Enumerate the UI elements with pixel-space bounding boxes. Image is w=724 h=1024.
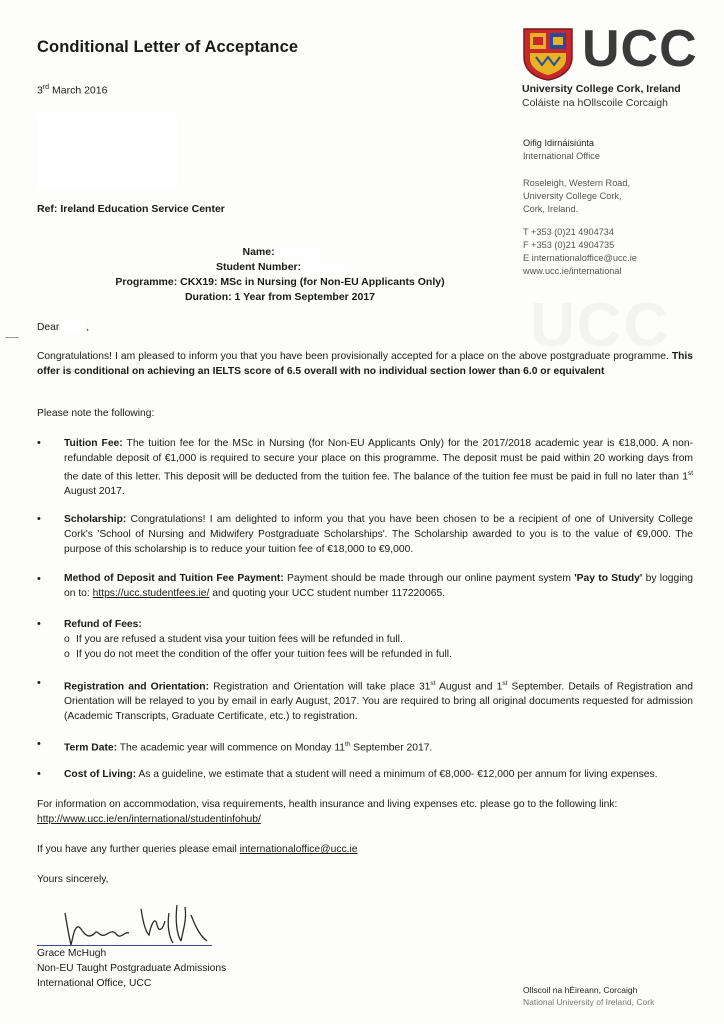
tuition-fee-item: Tuition Fee: The tuition fee for the MSc in Nursing (for Non-EU Applicants Only) for the 2017/2018 academic year is €18,000. A non-refundable deposit of €1,000 is required to secure your place on this programme. The deposit must be paid within 20 working days from the date of this letter. This deposit will be deducted from the tuition fee. The balance of the tuition fee must be paid in full no later than 1st August 2017.	[64, 438, 693, 498]
registration-item: Registration and Orientation: Registration and Orientation will take place 31st August and 1st September. Details of Registration and Orientation will be relayed to you by email in early August, 2017. You are required to bring all original documents requested for admission (Academic Transcripts, Graduate Certificate, etc.) to registration.	[64, 680, 693, 723]
office-address-line-1: Roseleigh, Western Road,	[523, 178, 631, 188]
footer-irish: Ollscoil na hÉireann, Corcaigh	[523, 985, 638, 995]
office-address-line-3: Cork, Ireland.	[523, 204, 579, 214]
office-email: E internationaloffice@ucc.ie	[523, 253, 637, 263]
bullet-icon: •	[37, 573, 41, 585]
signatory-name: Grace McHugh	[37, 948, 107, 959]
ucc-logo	[522, 20, 702, 112]
cost-of-living-item: Cost of Living: As a guideline, we estimate that a student will need a minimum of €8,000- €12,000 per annum for living expenses.	[64, 769, 658, 780]
margin-fold-mark	[5, 337, 19, 338]
redacted-address	[37, 113, 177, 189]
studentinfohub-link[interactable]: http://www.ucc.ie/en/international/studentinfohub/	[37, 814, 261, 825]
refund-sub-item-1: o If you are refused a student visa your tuition fees will be refunded in full.	[64, 634, 403, 645]
bullet-icon: •	[37, 738, 41, 750]
bullet-icon: •	[37, 513, 41, 525]
international-office-email-link[interactable]: internationaloffice@ucc.ie	[239, 844, 358, 855]
info-paragraph: For information on accommodation, visa requirements, health insurance and living expenses etc. please go to the following link: http://www.ucc.ie/en/international/studentinfohub/	[37, 799, 618, 825]
studentfees-link[interactable]: https://ucc.studentfees.ie/	[92, 588, 210, 599]
signatory-role: Non-EU Taught Postgraduate Admissions	[37, 963, 227, 974]
note-line: Please note the following:	[37, 408, 155, 419]
bullet-icon: •	[37, 677, 41, 689]
footer-english: National University of Ireland, Cork	[523, 997, 655, 1007]
term-date-item: Term Date: The academic year will commence on Monday 11th September 2017.	[64, 741, 433, 754]
circle-bullet-icon: o	[64, 634, 70, 645]
bullet-icon: •	[37, 768, 41, 780]
bullet-icon: •	[37, 618, 41, 630]
letter-date: 3rd March 2016	[37, 84, 108, 97]
refund-item-title: Refund of Fees:	[64, 619, 142, 630]
student-number-row: Student Number:	[0, 261, 560, 273]
bullet-icon: •	[37, 437, 41, 449]
circle-bullet-icon: o	[64, 649, 70, 660]
office-fax: F +353 (0)21 4904735	[523, 240, 615, 250]
student-name-row: Name:	[0, 246, 560, 258]
ucc-watermark: UCC	[530, 291, 671, 360]
queries-paragraph: If you have any further queries please email internationaloffice@ucc.ie	[37, 844, 358, 855]
scholarship-item: Scholarship: Congratulations! I am delighted to inform you that you have been chosen to be a recipient of one of University College Cork's 'School of Nursing and Midwifery Postgraduate Scholarships'. The Scholarship awarded to you is to the value of €9,000. The purpose of this scholarship is to reduce your tuition fee of €18,000 to €9,000.	[64, 514, 693, 555]
refund-sub-item-2: o If you do not meet the condition of the offer your tuition fees will be refunded in full.	[64, 649, 452, 660]
office-irish-name: Oifig Idirnáisiúnta	[523, 138, 594, 148]
signatory-office: International Office, UCC	[37, 978, 152, 989]
university-name-en: University College Cork, Ireland	[522, 83, 681, 95]
payment-method-item: Method of Deposit and Tuition Fee Payment: Payment should be made through our online payment system 'Pay to Study' by logging on to: https://ucc.studentfees.ie/ and quoting your UCC student number 117220065.	[64, 573, 693, 599]
university-name-ga: Coláiste na hOllscoile Corcaigh	[522, 97, 668, 109]
programme-line: Programme: CKX19: MSc in Nursing (for Non-EU Applicants Only)	[115, 276, 445, 288]
closing: Yours sincerely,	[37, 874, 109, 885]
intro-paragraph: Congratulations! I am pleased to inform you that you have been provisionally accepted for a place on the above postgraduate programme. This offer is conditional on achieving an IELTS score of 6.5 overall with no individual section lower than 6.0 or equivalent	[37, 351, 693, 377]
ucc-crest-icon	[522, 27, 574, 81]
letter-title: Conditional Letter of Acceptance	[37, 38, 299, 56]
ucc-wordmark: UCC	[582, 20, 698, 78]
office-telephone: T +353 (0)21 4904734	[523, 227, 615, 237]
reference-line: Ref: Ireland Education Service Center	[37, 203, 225, 215]
office-address-line-2: University College Cork,	[523, 191, 622, 201]
office-english-name: International Office	[523, 151, 600, 161]
duration-line: Duration: 1 Year from September 2017	[184, 291, 376, 303]
salutation: Dear ,	[37, 322, 90, 333]
office-website: www.ucc.ie/international	[523, 266, 622, 276]
